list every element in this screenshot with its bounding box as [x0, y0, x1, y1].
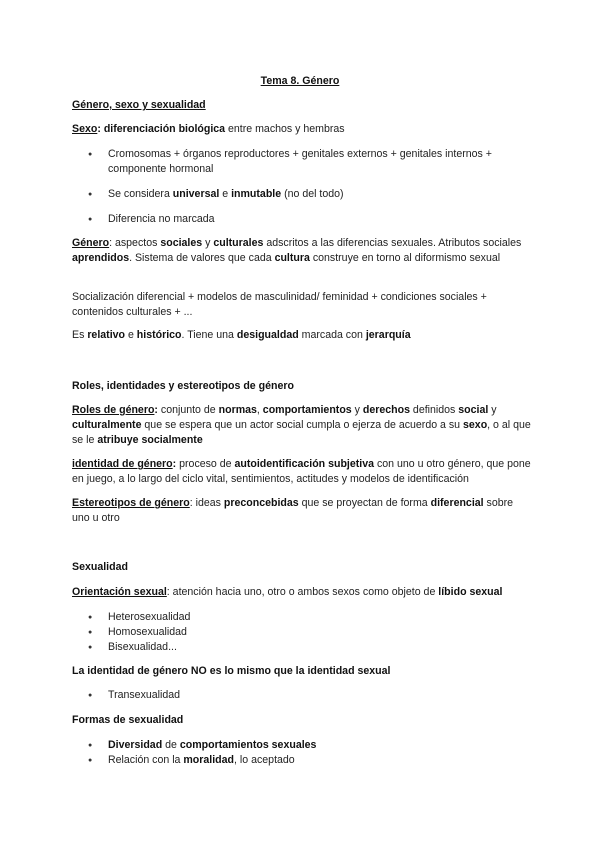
page-title: Tema 8. Género	[260, 75, 340, 87]
genero-definition: Género: aspectos sociales y culturales adscritos a las diferencias sexuales. Atributos sociales aprendidos. Sistema de valores que cada cultura construye en torno al diformismo sexual	[72, 237, 522, 264]
list-item: ● Cromosomas + órganos reproductores + genitales externos + genitales internos + componente hormonal	[72, 147, 532, 177]
section-heading-sexualidad: Sexualidad	[72, 561, 128, 573]
list-item: ● Relación con la moralidad, lo aceptado	[72, 753, 532, 768]
roles-definition: Roles de género: conjunto de normas, comportamientos y derechos definidos social y culturalmente que se espera que un actor social cumpla o ejerza de acuerdo a su sexo, o al que se le atribuye socialmente	[72, 404, 531, 446]
identidad-definition: identidad de género: proceso de autoidentificación subjetiva con uno u otro género, que pone en juego, a lo largo del ciclo vital, sentimientos, actitudes y modelos de identificación	[72, 458, 531, 485]
sexo-bullet-list	[72, 147, 532, 227]
relativo-text: Es relativo e histórico. Tiene una desigualdad marcada con jerarquía	[72, 329, 411, 341]
list-item: ● Bisexualidad...	[72, 640, 532, 655]
formas-heading: Formas de sexualidad	[72, 714, 184, 726]
sexo-definition: Sexo: diferenciación biológica entre machos y hembras	[72, 123, 345, 135]
formas-list	[72, 738, 532, 768]
orientacion-list	[72, 610, 532, 655]
socializacion-text: Socialización diferencial + modelos de masculinidad/ feminidad + condiciones sociales + contenidos culturales + ...	[72, 291, 487, 318]
list-item: ● Heterosexualidad	[72, 610, 532, 625]
list-item: ● Homosexualidad	[72, 625, 532, 640]
section-heading-roles: Roles, identidades y estereotipos de género	[72, 380, 294, 392]
estereotipos-definition: Estereotipos de género: ideas preconcebidas que se proyectan de forma diferencial sobre uno u otro	[72, 497, 514, 524]
identidad-list	[72, 688, 532, 703]
list-item: ● Diferencia no marcada	[72, 212, 532, 227]
list-item: ● Transexualidad	[72, 688, 532, 703]
list-item: ● Diversidad de comportamientos sexuales	[72, 738, 532, 753]
identidad-note: La identidad de género NO es lo mismo que la identidad sexual	[72, 665, 391, 677]
section-heading-genero-sexo: Género, sexo y sexualidad	[72, 99, 206, 111]
orientacion-definition: Orientación sexual: atención hacia uno, otro o ambos sexos como objeto de líbido sexual	[72, 586, 503, 598]
list-item: ● Se considera universal e inmutable (no del todo)	[72, 187, 532, 202]
